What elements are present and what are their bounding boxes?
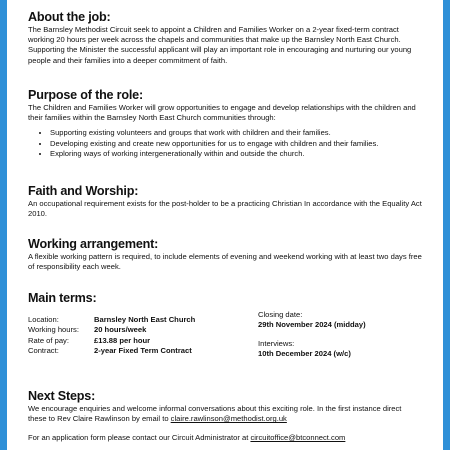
about-section xyxy=(28,10,422,66)
about-text: The Barnsley Methodist Circuit seek to appoint a Children and Families Worker on a 2-year fixed-term contract working 20 hours per week across the chapels and communities that make up the Barnsley North East Church. Supporting the Minister the successful applicant will play an important role in encouraging and nurturing our young people and their families into a deeper commitment of faith. xyxy=(28,25,412,65)
faith-section xyxy=(28,184,422,219)
next-steps-body: We encourage enquiries and welcome informal conversations about this exciting role. In the first instance direct these to Rev Claire Rawlinson by email to xyxy=(28,404,402,424)
circuit-office-email-link[interactable]: circuitoffice@btconnect.com xyxy=(250,433,346,443)
faith-text: An occupational requirement exists for the post-holder to be a practicing Christian In accordance with the Equality Act 2010. xyxy=(28,199,422,219)
purpose-bullet: • Exploring ways of working intergenerationally within and outside the church. xyxy=(50,149,422,159)
terms-label: Working hours: xyxy=(28,325,79,335)
terms-value: 2-year Fixed Term Contract xyxy=(94,345,192,355)
application-body: For an application form please contact our Circuit Administrator at xyxy=(28,433,251,443)
closing-date-label: Closing date: xyxy=(258,310,303,319)
interviews-label: Interviews: xyxy=(258,338,295,348)
terms-label: Location: xyxy=(28,315,59,324)
purpose-bullet: • Supporting existing volunteers and groups that work with children and their families. xyxy=(50,128,422,138)
terms-value: 20 hours/week xyxy=(94,325,147,335)
terms-section xyxy=(28,291,422,359)
purpose-list xyxy=(28,128,422,159)
purpose-section xyxy=(28,88,422,159)
arrangement-section xyxy=(28,237,422,272)
arrangement-text: A flexible working pattern is required, to include elements of evening and weekend working with at least two days free of responsibility each week. xyxy=(28,252,422,272)
terms-label: Contract: xyxy=(28,345,59,355)
purpose-bullet: • Developing existing and create new opportunities for us to engage with children and their families. xyxy=(50,139,422,149)
closing-date-value: 29th November 2024 (midday) xyxy=(258,320,366,330)
purpose-text: The Children and Families Worker will grow opportunities to engage and develop relationships with the children and their families within the Barnsley North East Church communities through: xyxy=(28,103,416,123)
faith-heading: Faith and Worship: xyxy=(28,184,139,198)
terms-value: £13.88 per hour xyxy=(94,335,151,345)
terms-heading: Main terms: xyxy=(28,291,97,305)
interviews-value: 10th December 2024 (w/c) xyxy=(258,348,351,358)
dates-column xyxy=(258,310,422,359)
arrangement-heading: Working arrangement: xyxy=(28,237,159,251)
next-steps-text xyxy=(28,404,422,424)
terms-label: Rate of pay: xyxy=(28,335,69,345)
application-text xyxy=(28,433,422,443)
next-steps-heading: Next Steps: xyxy=(28,389,96,403)
terms-labels xyxy=(28,315,94,359)
terms-value: Barnsley North East Church xyxy=(94,315,196,324)
next-steps-section xyxy=(28,389,422,444)
purpose-heading: Purpose of the role: xyxy=(28,88,143,102)
email-link[interactable]: claire.rawlinson@methodist.org.uk xyxy=(170,414,287,424)
about-heading: About the job: xyxy=(28,10,111,24)
terms-values xyxy=(94,315,258,359)
terms-table xyxy=(28,310,422,359)
